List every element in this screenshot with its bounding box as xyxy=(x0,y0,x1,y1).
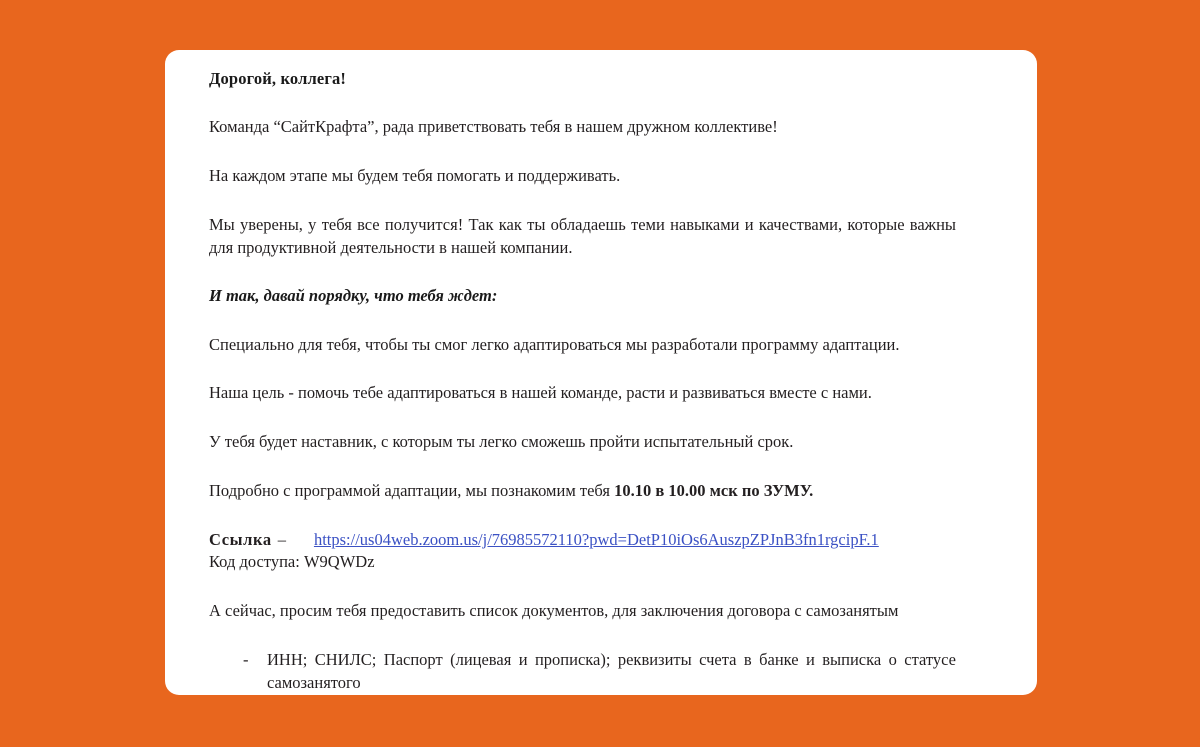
zoom-meeting-link[interactable]: https://us04web.zoom.us/j/76985572110?pwd=DetP10iOs6AuszpZPJnB3fn1rgcipF.1 xyxy=(313,529,879,549)
access-code-line: Код доступа: W9QWDz xyxy=(209,552,375,572)
paragraph-adaptation-program: Специально для тебя, чтобы ты смог легко адаптироваться мы разработали программу адаптации. xyxy=(209,334,900,354)
paragraph-meeting xyxy=(209,480,956,503)
list-item-label: ИНН; СНИЛС; Паспорт (лицевая и прописка); реквизиты счета в банке и выписка о статусе самозанятого xyxy=(267,649,956,692)
paragraph-documents-request: А сейчас, просим тебя предоставить список документов, для заключения договора с самозанятым xyxy=(209,601,899,621)
paragraph-support: На каждом этапе мы будем тебя помогать и поддерживать. xyxy=(209,166,621,186)
letter-subheading: И так, давай порядку, что тебя ждет: xyxy=(209,286,498,306)
letter-heading: Дорогой, коллега! xyxy=(209,69,347,88)
list-bullet-icon: - xyxy=(243,649,249,669)
meeting-prefix-text: Подробно с программой адаптации, мы познакомим тебя xyxy=(209,480,615,500)
meeting-datetime-text: 10.10 в 10.00 мск по ЗУМУ. xyxy=(614,480,814,500)
zoom-link-row xyxy=(209,529,956,552)
link-dash: – xyxy=(277,529,286,549)
list-item xyxy=(209,649,956,695)
documents-list xyxy=(209,649,956,695)
paragraph-mentor: У тебя будет наставник, с которым ты легко сможешь пройти испытательный срок. xyxy=(209,432,794,452)
paragraph-goal: Наша цель - помочь тебе адаптироваться в нашей команде, расти и развиваться вместе с нами. xyxy=(209,383,872,403)
paragraph-welcome: Команда “СайтКрафта”, рада приветствовать тебя в нашем дружном коллективе! xyxy=(209,117,778,137)
letter-card xyxy=(165,50,1037,695)
letter-content xyxy=(209,68,956,695)
link-label: Ссылка xyxy=(209,529,272,549)
paragraph-confidence: Мы уверены, у тебя все получится! Так как ты обладаешь теми навыками и качествами, которые важны для продуктивной деятельности в нашей компании. xyxy=(209,214,956,257)
